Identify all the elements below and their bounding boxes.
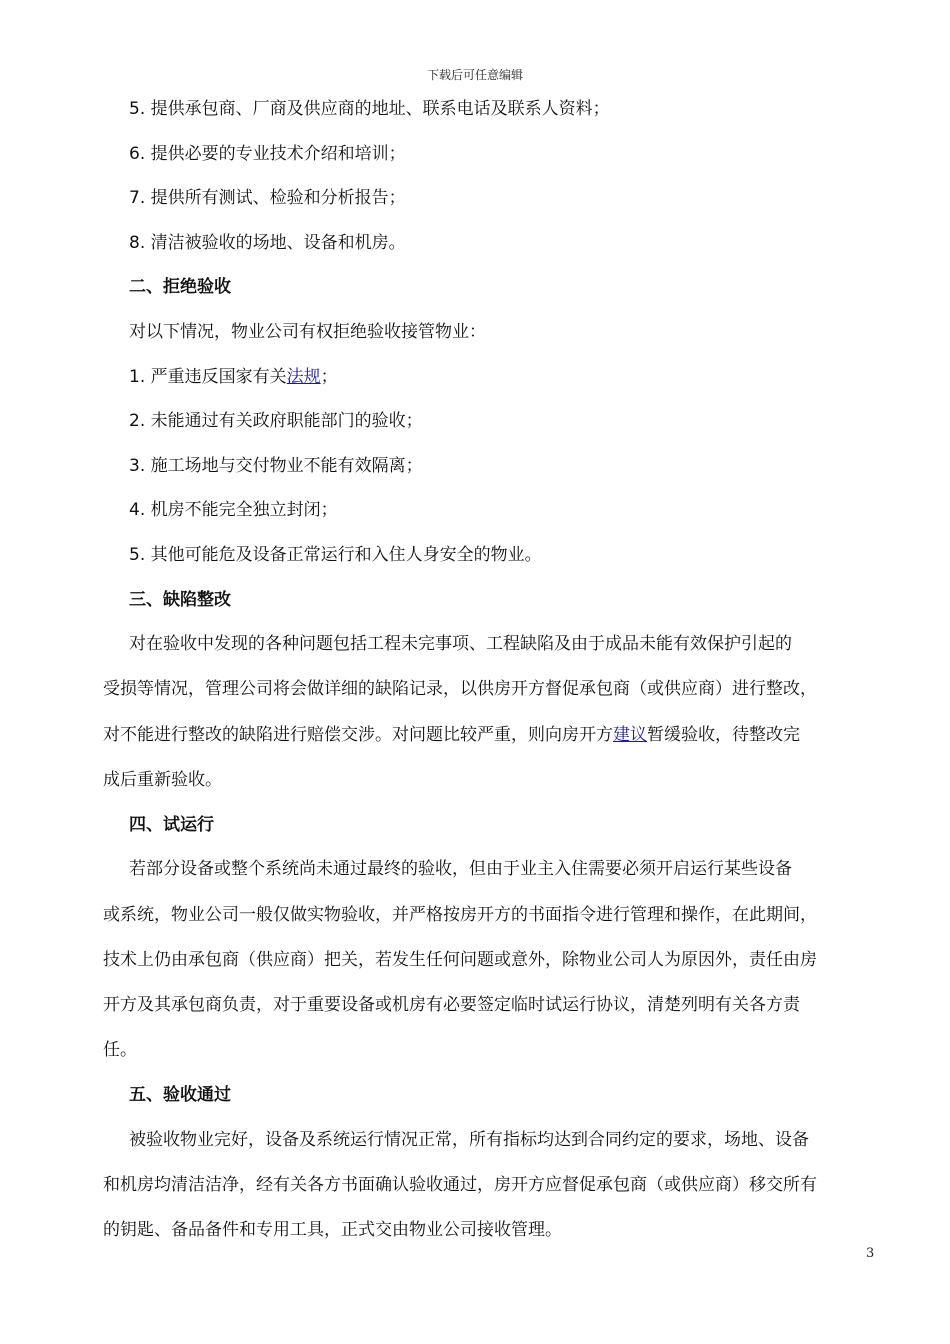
- list-item-text: ；: [320, 366, 338, 387]
- paragraph-line: 开方及其承包商负责，对于重要设备或机房有必要签定临时试运行协议，清楚列明有关各方责: [103, 995, 800, 1016]
- paragraph-line: 成后重新验收。: [103, 769, 222, 790]
- list-item: 5. 提供承包商、厂商及供应商的地址、联系电话及联系人资料；: [129, 99, 610, 119]
- list-item-text: 1. 严重违反国家有关: [129, 366, 287, 387]
- section-heading-trial-run: 四、试运行: [129, 814, 214, 835]
- paragraph-line: 和机房均清洁洁净，经有关各方书面确认验收通过，房开方应督促承包商（或供应商）移交所有: [103, 1175, 817, 1196]
- paragraph-line: 受损等情况，管理公司将会做详细的缺陷记录，以供房开方督促承包商（或供应商）进行整改，: [103, 679, 817, 700]
- list-item: 5. 其他可能危及设备正常运行和入住人身安全的物业。: [129, 544, 542, 565]
- list-item: [103, 355, 883, 400]
- list-item: 2. 未能通过有关政府职能部门的验收；: [129, 411, 423, 432]
- section-heading-defects: 三、缺陷整改: [129, 589, 231, 610]
- paragraph-text: 暂缓验收，待整改完: [647, 724, 800, 745]
- paragraph-line: [103, 713, 883, 758]
- list-item: 3. 施工场地与交付物业不能有效隔离；: [129, 455, 423, 476]
- regulations-link[interactable]: 法规: [286, 366, 321, 387]
- list-item: 4. 机房不能完全独立封闭；: [129, 500, 338, 521]
- section-heading-acceptance-passed: 五、验收通过: [129, 1085, 231, 1106]
- paragraph-line: 的钥匙、备品备件和专用工具，正式交由物业公司接收管理。: [103, 1220, 562, 1241]
- suggestion-link[interactable]: 建议: [613, 724, 647, 745]
- page-number: 3: [866, 1246, 875, 1261]
- paragraph-line: 或系统，物业公司一般仅做实物验收，并严格按房开方的书面指令进行管理和操作，在此期间，: [103, 904, 817, 925]
- section-intro: 对以下情况，物业公司有权拒绝验收接管物业：: [129, 321, 486, 342]
- paragraph-line: 对在验收中发现的各种问题包括工程未完事项、工程缺陷及由于成品未能有效保护引起的: [129, 634, 792, 655]
- paragraph-text: 对不能进行整改的缺陷进行赔偿交涉。对问题比较严重，则向房开方: [103, 724, 613, 745]
- paragraph-line: 若部分设备或整个系统尚未通过最终的验收，但由于业主入住需要必须开启运行某些设备: [129, 859, 792, 880]
- paragraph-line: 技术上仍由承包商（供应商）把关，若发生任何问题或意外，除物业公司人为原因外，责任由房: [103, 949, 817, 970]
- paragraph-line: 任。: [103, 1040, 137, 1061]
- list-item: 7. 提供所有测试、检验和分析报告；: [129, 188, 406, 209]
- section-heading-reject: 二、拒绝验收: [129, 277, 231, 298]
- paragraph-line: 被验收物业完好，设备及系统运行情况正常，所有指标均达到合同约定的要求，场地、设备: [129, 1130, 809, 1150]
- document-body: [103, 87, 883, 1254]
- page-header: 下载后可任意编辑: [426, 68, 523, 82]
- list-item: 8. 清洁被验收的场地、设备和机房。: [129, 232, 406, 253]
- list-item: 6. 提供必要的专业技术介绍和培训；: [129, 143, 406, 164]
